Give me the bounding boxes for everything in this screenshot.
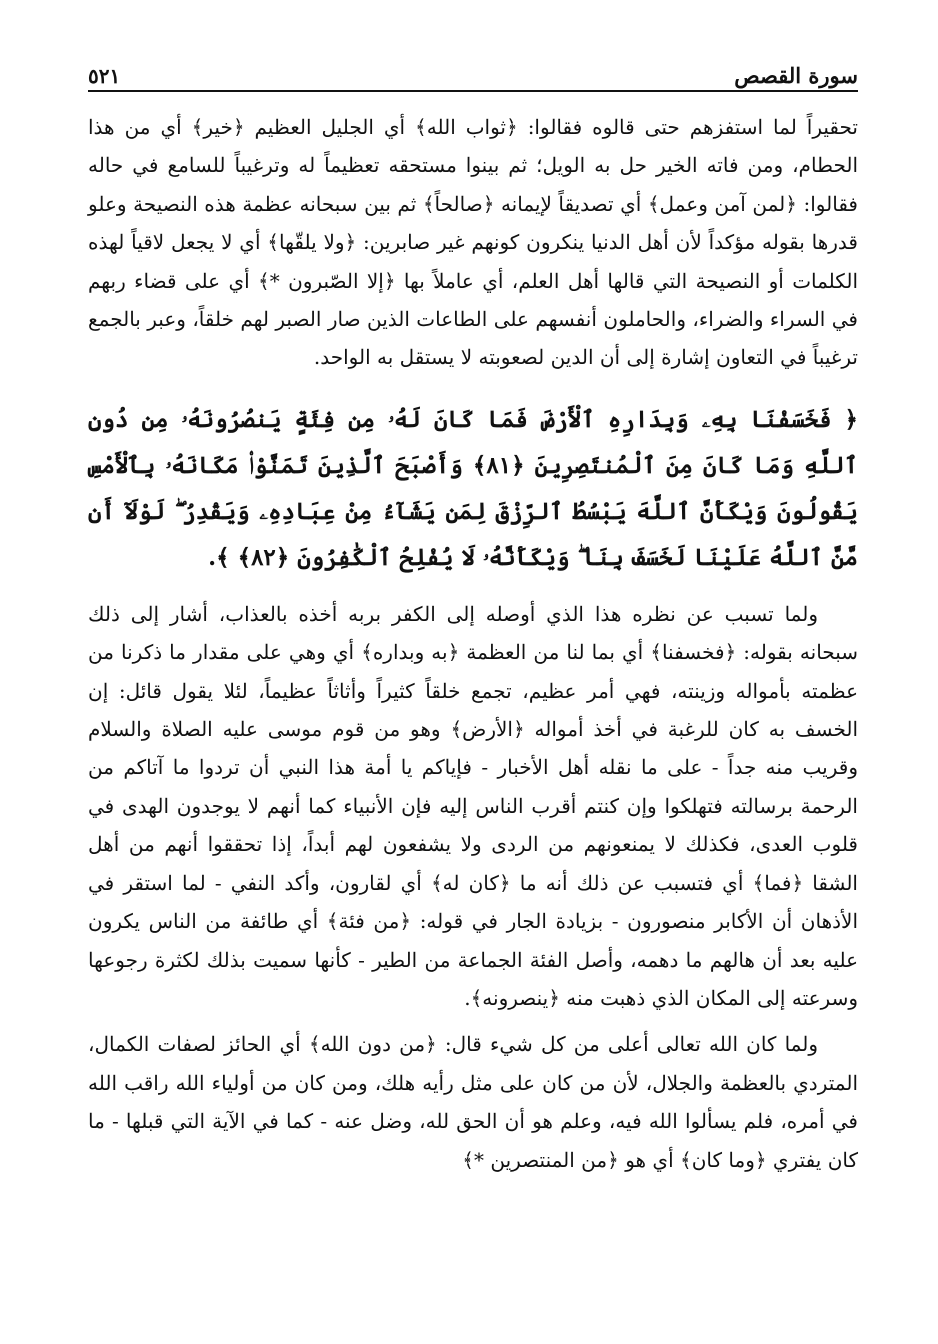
- quran-verses-81-82: ﴿ فَخَسَفْنَا بِهِۦ وَبِدَارِهِ ٱلْأَرْضَ فَمَا كَانَ لَهُۥ مِن فِئَةٍ يَنصُرُونَهُۥ مِن دُونِ ٱللَّهِ وَمَا كَانَ مِنَ ٱلْمُنتَصِرِينَ ﴿٨١﴾ وَأَصْبَحَ ٱلَّذِينَ تَمَنَّوْا۟ مَكَانَهُۥ بِٱلْأَمْسِ يَقُولُونَ وَيْكَأَنَّ ٱللَّهَ يَبْسُطُ ٱلرِّزْقَ لِمَن يَشَآءُ مِنْ عِبَادِهِۦ وَيَقْدِرُ ۖ لَوْلَآ أَن مَّنَّ ٱللَّهُ عَلَيْنَا لَخَسَفَ بِنَا ۖ وَيْكَأَنَّهُۥ لَا يُفْلِحُ ٱلْكَٰفِرُونَ ﴿٨٢﴾ ﴾.: [88, 405, 858, 571]
- surah-title: سورة القصص: [734, 63, 858, 88]
- page-number: ٥٢١: [88, 64, 121, 88]
- running-header: [88, 58, 858, 92]
- commentary-paragraph-3: ولما كان الله تعالى أعلى من كل شيء قال: ﴿من دون الله﴾ أي الحائز لصفات الكمال، المتردي بالعظمة والجلال، لأن من كان على مثل رأيه هلك، ومن كان من أولياء الله راقب الله في أمره، فلم يسألوا الله فيه، وعلم هو أن الحق لله، وضل عنه - كما في الآية التي قبلها - ما كان يفتري ﴿وما كان﴾ أي هو ﴿من المنتصرين *﴾: [88, 1032, 858, 1172]
- commentary-paragraph-2: ولما تسبب عن نظره هذا الذي أوصله إلى الكفر بربه أخذه بالعذاب، أشار إلى ذلك سبحانه بقوله: ﴿فخسفنا﴾ أي بما لنا من العظمة ﴿به وبداره﴾ أي وهي على مقدار ما ذكرنا من عظمته بأمواله وزينته، فهي أمر عظيم، تجمع خلقاً كثيراً وأثاثاً عظيماً، لئلا يقول قائل: إن الخسف به كان للرغبة في أخذ أمواله ﴿الأرض﴾ وهو من قوم موسى عليه الصلاة والسلام وقريب منه جداً - على ما نقله أهل الأخبار - فإياكم يا أمة هذا النبي أن تردوا ما آتاكم من الرحمة برسالته فتهلكوا وإن كنتم أقرب الناس إليه فإن الأنبياء كما أنهم لا يوجدون الهدى في قلوب العدى، فكذلك لا يمنعونهم من الردى ولا يشفعون لهم أبداً، إذا تحققوا أنهم من أهل الشقا ﴿فما﴾ أي فتسبب عن ذلك أنه ما ﴿كان له﴾ أي لقارون، وأكد النفي - لما استقر في الأذهان أن الأكابر منصورون - بزيادة الجار في قوله: ﴿من فئة﴾ أي طائفة من الناس يكرون عليه بعد أن هالهم ما دهمه، وأصل الفئة الجماعة من الطير - كأنها سميت بذلك لكثرة رجوعها وسرعته إلى المكان الذي ذهبت منه ﴿ينصرونه﴾.: [88, 601, 858, 1010]
- book-page: [88, 58, 858, 1179]
- commentary-paragraph-1: تحقيراً لما استفزهم حتى قالوه فقالوا: ﴿ثواب الله﴾ أي الجليل العظيم ﴿خير﴾ أي من هذا الحطام، ومن فاته الخير حل به الويل؛ ثم بينوا مستحقه تعظيماً له وترغيباً للسامع في حاله فقالوا: ﴿لمن آمن وعمل﴾ أي تصديقاً لإيمانه ﴿صالحاً﴾ ثم بين سبحانه عظمة هذه النصيحة وعلو قدرها بقوله مؤكداً لأن أهل الدنيا ينكرون كونهم غير صابرين: ﴿ولا يلقّها﴾ أي لا يجعل لاقياً لهذه الكلمات أو النصيحة التي قالها أهل العلم، أي عاملاً بها ﴿إلا الصّبرون *﴾ أي على قضاء ربهم في السراء والضراء، والحاملون أنفسهم على الطاعات الذين صار الصبر لهم خلقاً، وعبر بالجمع ترغيباً في التعاون إشارة إلى أن الدين لصعوبته لا يستقل به الواحد.: [88, 115, 858, 370]
